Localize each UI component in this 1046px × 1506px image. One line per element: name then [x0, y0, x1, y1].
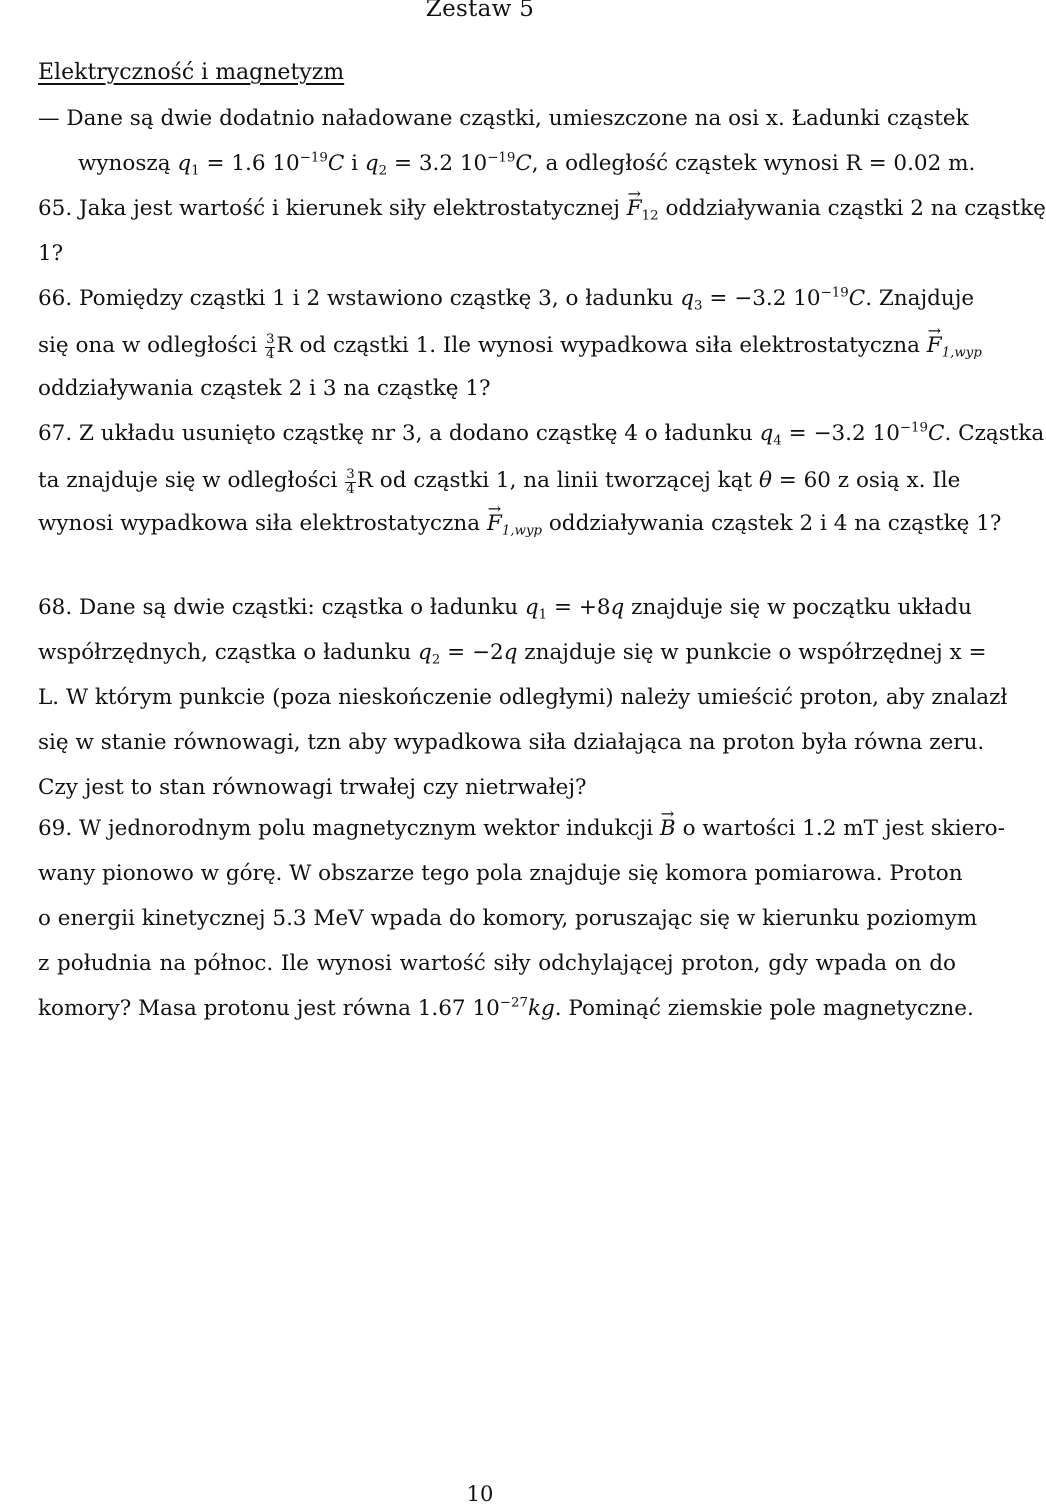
problem-69-line-3: o energii kinetycznej 5.3 MeV wpada do komory, poruszając się w kierunku poziomym [38, 906, 978, 931]
problem-68-line-4: się w stanie równowagi, tzn aby wypadkowa siła działająca na proton była równa zeru. [38, 730, 985, 755]
problem-66-line-3: oddziaływania cząstek 2 i 3 na cząstkę 1? [38, 376, 491, 401]
fraction-three-quarters: $\frac{3}{4}$ [346, 467, 355, 497]
page-header: Zestaw 5 [425, 0, 535, 22]
problem-68-line-2: współrzędnych, cząstka o ładunku $q_2 = -2q$ znajduje się w punkcie o współrzędnej x = [38, 640, 987, 668]
force-vector-symbol: → F [627, 198, 642, 220]
magnetic-field-vector-symbol: → B [660, 818, 676, 840]
problem-69-line-5: komory? Masa protonu jest równa 1.67 $10^{-27}kg$. Pominąć ziemskie pole magnetyczne. [38, 995, 974, 1021]
section-title: Elektryczność i magnetyzm [38, 60, 345, 85]
problem-68-line-3: L. W którym punkcie (poza nieskończenie odległymi) należy umieścić proton, aby znalazł [38, 685, 1008, 710]
force-vector-symbol: → F [487, 513, 502, 535]
problem-66-line-1: 66. Pomiędzy cząstki 1 i 2 wstawiono cząstkę 3, o ładunku $q_3 = -3.2$ $10^{-19}C$. Znajduje [38, 285, 975, 314]
problem-65-line-2: 1? [38, 241, 64, 266]
problem-69-line-4: z południa na północ. Ile wynosi wartość siły odchylającej proton, gdy wpada on do [38, 951, 956, 976]
problem-66-line-2: się ona w odległości $\frac{3}{4}$ R od cząstki 1. Ile wynosi wypadkowa siła elektrostatyczna → $F_{1,wyp}$ [38, 333, 956, 362]
problem-69-line-1: 69. W jednorodnym polu magnetycznym wektor indukcji → B o wartości 1.2 mT jest skiero- [38, 818, 956, 840]
page-number: 10 [466, 1482, 494, 1506]
problem-67-line-1: 67. Z układu usunięto cząstkę nr 3, a dodano cząstkę 4 o ładunku $q_4 = -3.2$ $10^{-19}C$. Cząstka [38, 420, 1045, 449]
intro-line-2: wynoszą $q_1 = 1.6$ $10^{-19}C$ i $q_2 = 3.2$ $10^{-19}C$, a odległość cząstek wynosi R = 0.02 m. [78, 150, 976, 179]
intro-line-1: — Dane są dwie dodatnio naładowane cząstki, umieszczone na osi x. Ładunki cząstek [38, 106, 969, 131]
problem-65-line-1: 65. Jaka jest wartość i kierunek siły elektrostatycznej → $F_{12}$ oddziaływania cząstki 2 na cząstkę [38, 198, 956, 220]
fraction-three-quarters: $\frac{3}{4}$ [265, 332, 275, 362]
problem-69-line-2: wany pionowo w górę. W obszarze tego pola znajduje się komora pomiarowa. Proton [38, 861, 963, 886]
force-vector-symbol: → F [927, 335, 942, 357]
problem-67-line-2: ta znajduje się w odległości $\frac{3}{4}$ R od cząstki 1, na linii tworzącej kąt θ = 60 z osią x. Ile [38, 467, 961, 497]
problem-67-line-3: wynosi wypadkowa siła elektrostatyczna → $F_{1,wyp}$ oddziaływania cząstek 2 i 4 na cząstkę 1? [38, 513, 956, 535]
problem-68-line-1: 68. Dane są dwie cząstki: cząstka o ładunku $q_1 = +8q$ znajduje się w początku układu [38, 595, 972, 623]
problem-68-line-5: Czy jest to stan równowagi trwałej czy nietrwałej? [38, 775, 587, 800]
